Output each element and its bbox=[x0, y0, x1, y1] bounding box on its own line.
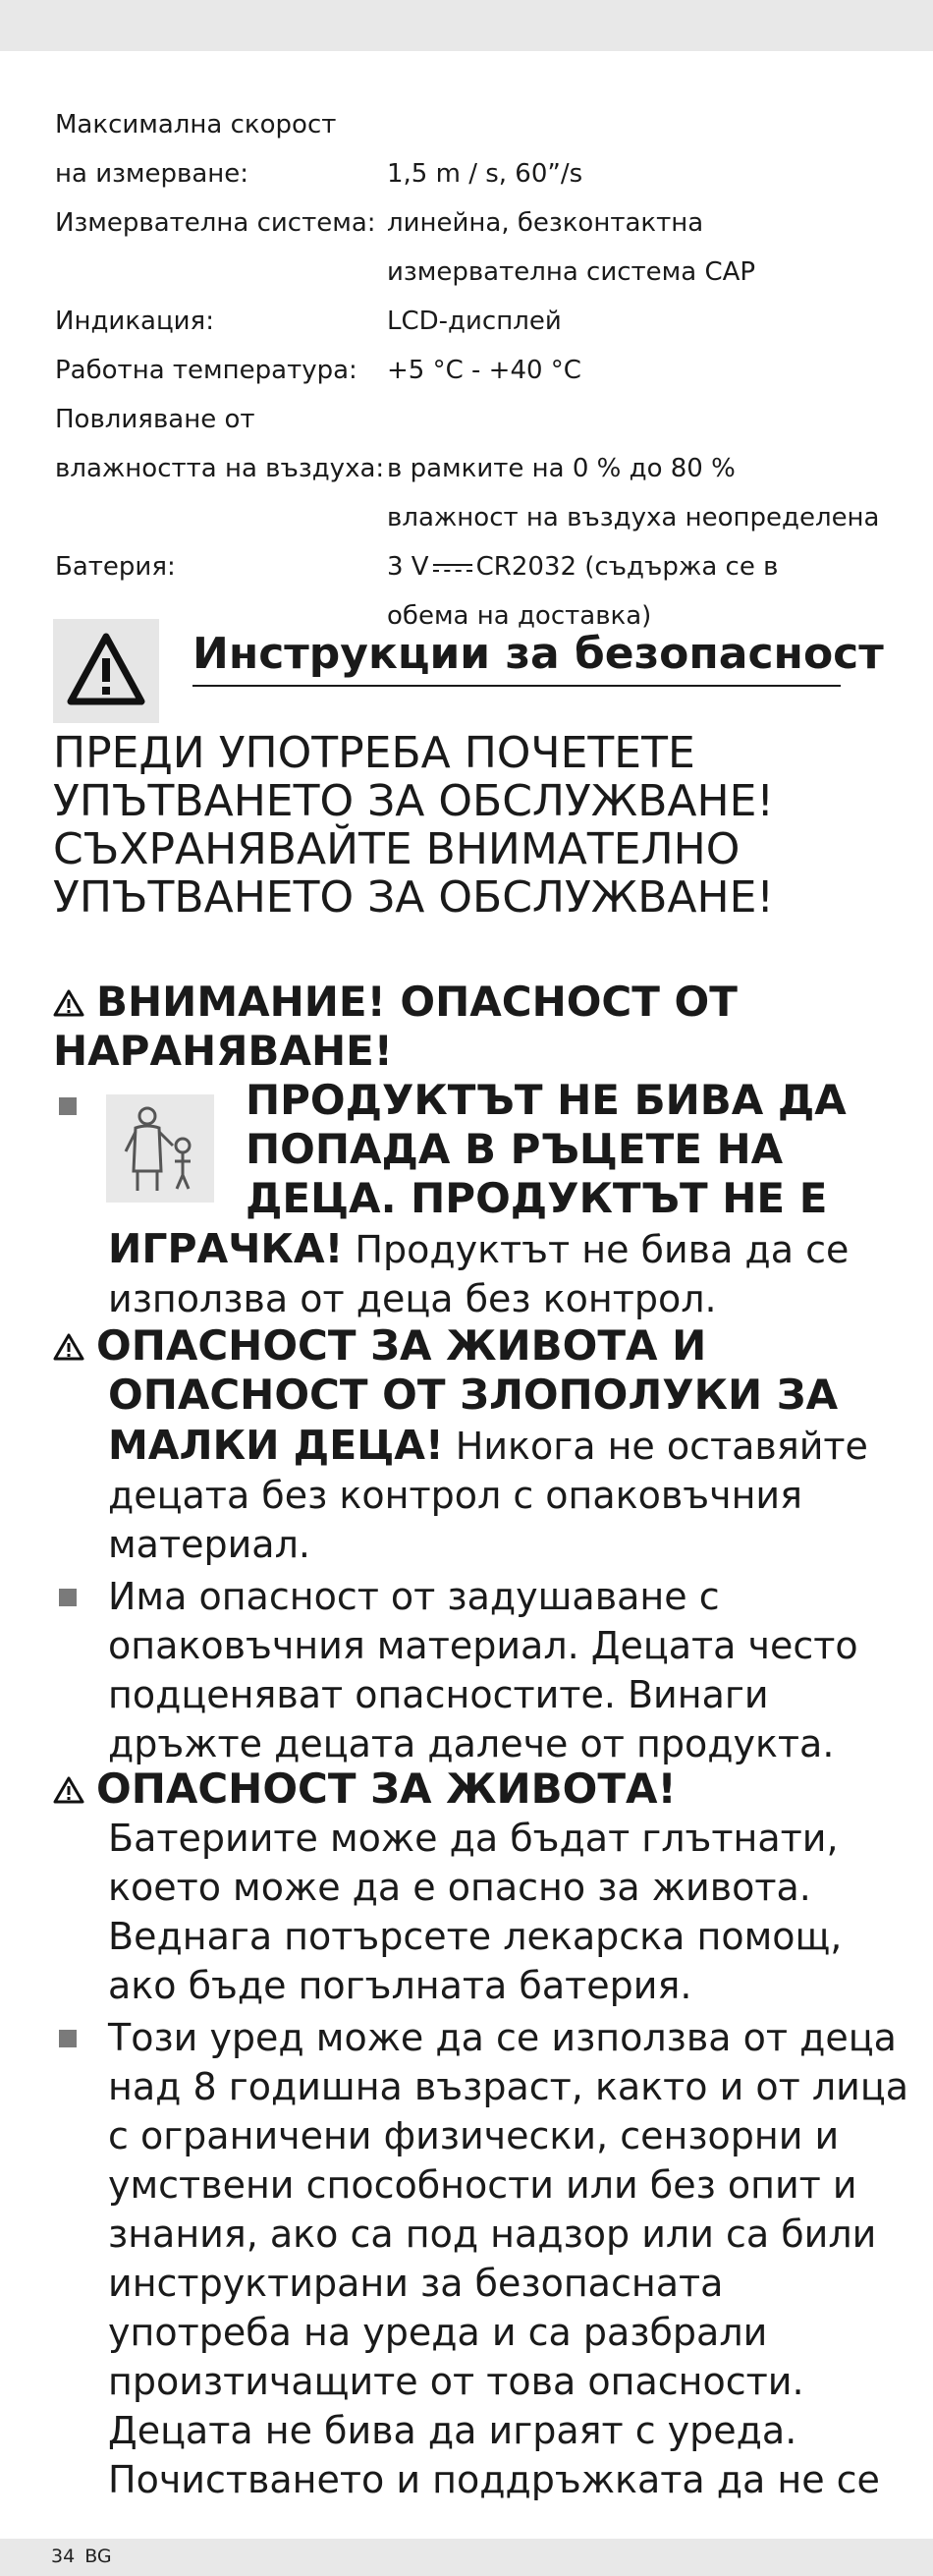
spec-row bbox=[55, 346, 909, 395]
children-warning-tail: Никога не оставяйте bbox=[443, 1425, 868, 1468]
suffocation-text bbox=[108, 1572, 913, 1768]
heading-line: НАРАНЯВАНЕ! bbox=[53, 1027, 393, 1075]
heading-line: ВНИМАНИЕ! ОПАСНОСТ ОТ bbox=[96, 978, 738, 1026]
text-line: над 8 годишна възраст, както и от лица bbox=[108, 2065, 908, 2108]
heading-line: ОПАСНОСТ ЗА ЖИВОТА И bbox=[96, 1321, 707, 1370]
text-line: употреба на уреда и са разбрали bbox=[108, 2311, 768, 2354]
spec-value bbox=[387, 552, 778, 582]
text-line: знания, ако са под надзор или са били bbox=[108, 2212, 877, 2256]
child-warning-line: ПОПАДА В РЪЦЕТЕ НА bbox=[246, 1125, 784, 1173]
warning-triangle-icon bbox=[67, 631, 145, 709]
spec-row bbox=[55, 444, 909, 493]
child-warning-text bbox=[108, 1224, 913, 1323]
bullet-icon bbox=[59, 2030, 77, 2047]
warning-triangle-icon bbox=[53, 988, 84, 1018]
spec-label: Повлияване от bbox=[55, 405, 255, 434]
bullet-icon bbox=[59, 1589, 77, 1606]
spec-label: на измерване: bbox=[55, 159, 249, 189]
spec-value: 1,5 m / s, 60”/s bbox=[387, 159, 583, 189]
child-warning-tail: Продуктът не бива да се bbox=[343, 1228, 850, 1271]
spec-label: Максимална скорост bbox=[55, 110, 337, 140]
notice-line: ПРЕДИ УПОТРЕБА ПОЧЕТЕТЕ bbox=[53, 728, 695, 778]
spec-label: влажността на въздуха: bbox=[55, 454, 385, 483]
top-band bbox=[0, 0, 933, 51]
text-line: ако бъде погълната батерия. bbox=[108, 1964, 692, 2007]
spec-value: влажност на въздуха неопределена bbox=[387, 503, 880, 532]
text-line: умствени способности или без опит и bbox=[108, 2163, 857, 2207]
child-hazard-icon bbox=[118, 1102, 202, 1195]
spec-label: Работна температура: bbox=[55, 356, 357, 385]
children-warning-emphasis: МАЛКИ ДЕЦА! bbox=[108, 1422, 444, 1469]
text-line: Веднага потърсете лекарска помощ, bbox=[108, 1915, 843, 1958]
warning-life-heading bbox=[53, 1764, 917, 1814]
text-line: децата без контрол с опаковъчния bbox=[108, 1474, 802, 1517]
page-number: 34 bbox=[51, 2546, 76, 2567]
battery-type: CR2032 (съдържа се в bbox=[475, 552, 779, 582]
text-line: Този уред може да се използва от деца bbox=[108, 2016, 897, 2059]
text-line: което може да е опасно за живота. bbox=[108, 1866, 811, 1909]
spec-table bbox=[55, 100, 909, 641]
warning-children-heading bbox=[53, 1321, 917, 1420]
spec-row bbox=[55, 493, 909, 542]
spec-value: LCD-дисплей bbox=[387, 307, 562, 336]
footer-band bbox=[0, 2539, 933, 2576]
spec-value: измервателна система CAP bbox=[387, 257, 756, 287]
child-warning-pictogram bbox=[106, 1094, 214, 1203]
spec-row bbox=[55, 100, 909, 149]
spec-row bbox=[55, 542, 909, 591]
child-warning-line: ДЕЦА. ПРОДУКТЪТ НЕ Е bbox=[246, 1174, 828, 1222]
spec-row bbox=[55, 297, 909, 346]
spec-value: в рамките на 0 % до 80 % bbox=[387, 454, 736, 483]
warning-triangle-icon bbox=[53, 1775, 84, 1805]
spec-label: Батерия: bbox=[55, 552, 176, 582]
spec-value: +5 °C - +40 °C bbox=[387, 356, 581, 385]
text-line: дръжте децата далече от продукта. bbox=[108, 1722, 835, 1765]
usage-text bbox=[108, 2013, 913, 2504]
text-line: с ограничени физически, сензорни и bbox=[108, 2114, 840, 2157]
text-line: подценяват опасностите. Винаги bbox=[108, 1673, 769, 1716]
text-line: опаковъчния материал. Децата често bbox=[108, 1624, 858, 1667]
heading-line: ОПАСНОСТ ЗА ЖИВОТА! bbox=[96, 1764, 677, 1813]
language-code: BG bbox=[84, 2546, 112, 2567]
text-line: Батериите може да бъдат глътнати, bbox=[108, 1817, 839, 1860]
section-title: Инструкции за безопасност bbox=[192, 629, 841, 687]
text-line: Почистването и поддръжката да не се bbox=[108, 2458, 880, 2501]
warning-icon-box bbox=[53, 619, 159, 723]
spec-row bbox=[55, 248, 909, 297]
battery-warning-text bbox=[108, 1814, 913, 2010]
notice-line: УПЪТВАНЕТО ЗА ОБСЛУЖВАНЕ! bbox=[53, 872, 775, 923]
text-line: инструктирани за безопасната bbox=[108, 2262, 724, 2305]
spec-row bbox=[55, 149, 909, 198]
bullet-icon bbox=[59, 1097, 77, 1115]
voltage-value: 3 V bbox=[387, 552, 429, 582]
child-warning-line: ПРОДУКТЪТ НЕ БИВА ДА bbox=[246, 1076, 847, 1124]
dc-symbol-icon bbox=[433, 562, 472, 574]
text-line: произтичащите от това опасности. bbox=[108, 2360, 804, 2403]
notice-line: СЪХРАНЯВАЙТЕ ВНИМАТЕЛНО bbox=[53, 824, 741, 874]
page-footer bbox=[51, 2546, 112, 2567]
text-line: материал. bbox=[108, 1523, 310, 1566]
warning-triangle-icon bbox=[53, 1332, 84, 1362]
text-line: Има опасност от задушаване с bbox=[108, 1575, 720, 1618]
spec-row bbox=[55, 395, 909, 444]
spec-value: линейна, безконтактна bbox=[387, 208, 704, 238]
text-line: използва от деца без контрол. bbox=[108, 1277, 717, 1320]
spec-label: Индикация: bbox=[55, 307, 214, 336]
text-line: Децата не бива да играят с уреда. bbox=[108, 2409, 797, 2452]
spec-row bbox=[55, 198, 909, 248]
heading-line: ОПАСНОСТ ОТ ЗЛОПОЛУКИ ЗА bbox=[108, 1371, 839, 1419]
spec-label: Измервателна система: bbox=[55, 208, 376, 238]
read-manual-notice bbox=[53, 729, 917, 922]
children-warning-text bbox=[108, 1421, 913, 1569]
notice-line: УПЪТВАНЕТО ЗА ОБСЛУЖВАНЕ! bbox=[53, 776, 775, 826]
spec-value: обема на доставка) bbox=[387, 601, 652, 631]
warning-injury-heading bbox=[53, 978, 917, 1076]
child-warning-emphasis: ИГРАЧКА! bbox=[108, 1225, 344, 1272]
